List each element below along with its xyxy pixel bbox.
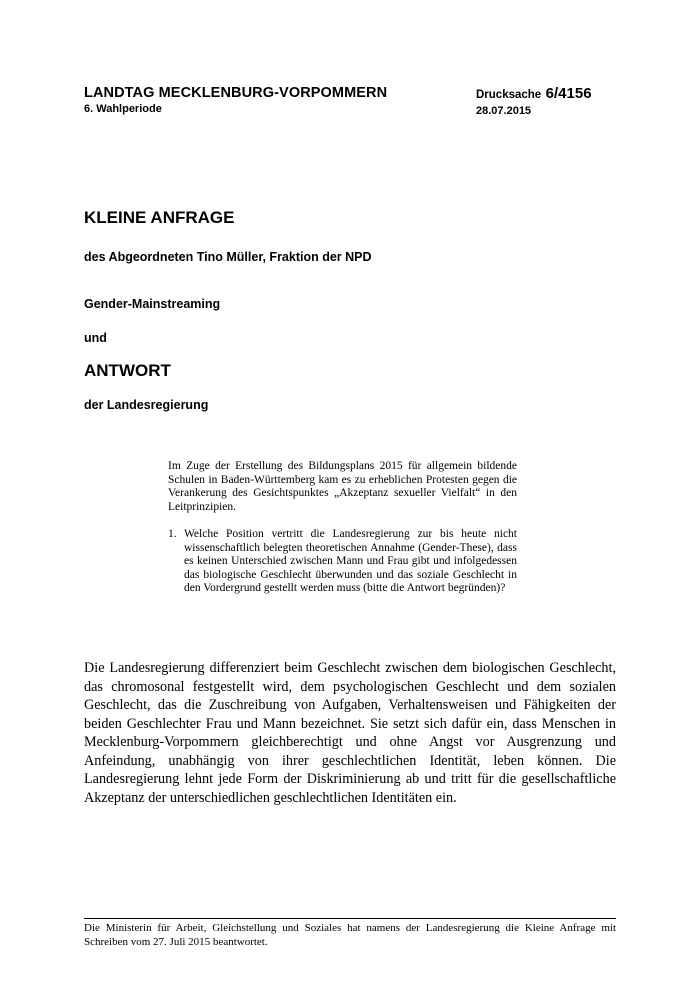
inquiry-type-heading: KLEINE ANFRAGE [84,208,235,227]
footer-note: Die Ministerin für Arbeit, Gleichstellung und Soziales hat namens der Landesregierung die Kleine Anfrage mit Schreiben vom 27. Juli 2015 beantwortet. [84,922,616,948]
question-item [168,528,517,596]
question-number: 1. [168,528,177,540]
drucksache-label: Drucksache [476,89,542,101]
answer-text: Die Landesregierung differenziert beim Geschlecht zwischen dem biologischen Geschlecht, das chromosonal festgestellt wird, dem psychologischen Geschlecht und dem sozialen Geschlecht, das die Zuschreibung von Aufgaben, Verhaltensweisen und Fähigkeiten der beiden Geschlechter Frau und Mann bezeichnet. Sie setzt sich dafür ein, dass Menschen in Mecklenburg-Vorpommern gleichberechtigt und ohne Angst vor Ausgrenzung und Anfeindung, unabhängig von ihrer geschlechtlichen Identität, leben können. Die Landesregierung lehnt jede Form der Diskriminierung ab und tritt für die gesellschaftliche Akzeptanz der unterschiedlichen geschlechtlichen Identitäten ein. [84,660,616,806]
conjunction: und [84,331,107,345]
footer-divider [84,918,616,919]
drucksache-block [476,85,592,118]
answer-author: der Landesregierung [84,398,209,412]
preamble-text: Im Zuge der Erstellung des Bildungsplans 2015 für allgemein bildende Schulen in Baden-Württemberg kam es zu erheblichen Protesten gegen die Verankerung des Gesichtspunktes „Akzeptanz sexueller Vielfalt“ in den Leitprinzipien. [168,460,517,513]
inquiry-author: des Abgeordneten Tino Müller, Fraktion der NPD [84,250,372,264]
question-text: Welche Position vertritt die Landesregierung zur bis heute nicht wissenschaftlich belegten theoretischen Annahme (Gender-These), dass es keinen Unterschied zwischen Mann und Frau gibt und infolgedessen das biologische Geschlecht überwunden und das soziale Geschlecht in den Vordergrund gestellt werden muss (bitte die Antwort begründen)? [184,528,517,595]
inquiry-subject: Gender-Mainstreaming [84,297,221,311]
answer-type-heading: ANTWORT [84,361,171,380]
parliament-name: LANDTAG MECKLENBURG-VORPOMMERN [84,85,388,101]
document-header [84,85,387,116]
election-period: 6. Wahlperiode [84,103,162,115]
drucksache-number: 6/4156 [545,85,592,102]
document-date: 28.07.2015 [476,105,532,117]
